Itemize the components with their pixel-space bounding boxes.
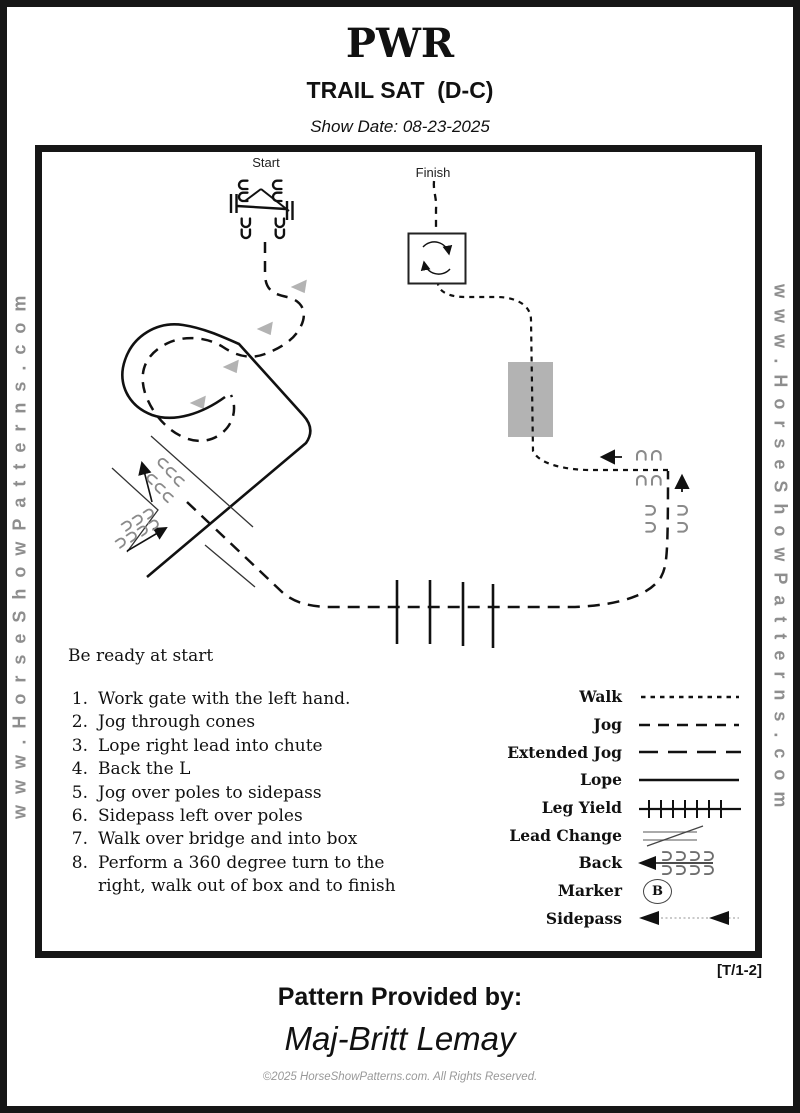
course-diagram	[35, 145, 762, 958]
extended-jog-line-icon	[635, 740, 747, 764]
marker-letter: B	[652, 883, 663, 899]
legend-row-walk: Walk	[470, 683, 750, 711]
instruction-item: 4. Back the L	[71, 759, 191, 780]
instruction-item: 8. Perform a 360 degree turn to the right, walk out of box and to finish	[71, 852, 396, 897]
back-maneuver-symbols	[116, 457, 184, 551]
jog-over-poles-path	[187, 471, 668, 607]
lope-line-icon	[635, 768, 747, 792]
show-date: Show Date: 08-23-2025	[310, 117, 490, 136]
jog-line-icon	[635, 713, 747, 737]
instruction-item: 6. Sidepass left over poles	[71, 806, 303, 827]
instruction-item: 2. Jog through cones	[71, 712, 256, 733]
legend-row-jog: Jog	[470, 711, 750, 739]
legend-row-lope: Lope	[470, 766, 750, 794]
back-l-chute	[112, 436, 255, 587]
instruction-item: 5. Jog over poles to sidepass	[71, 782, 322, 803]
copyright-text: ©2025 HorseShowPatterns.com. All Rights Reserved.	[262, 1071, 538, 1083]
instruction-item: 7. Walk over bridge and into box	[71, 829, 358, 850]
instruction-list	[68, 688, 420, 899]
instruction-item: 1. Work gate with the left hand.	[71, 689, 351, 709]
bridge-obstacle	[508, 362, 553, 437]
provided-by-label: Pattern Provided by:	[277, 983, 523, 1011]
jog-poles	[397, 580, 493, 648]
watermark-left: www.HorseShowPatterns.com	[9, 284, 30, 819]
provider-name: Maj-Britt Lemay	[284, 1020, 516, 1057]
sidepass-symbols	[602, 451, 687, 532]
walk-line-icon	[635, 685, 747, 709]
instruction-item: 3. Lope right lead into chute	[71, 735, 323, 756]
ready-text: Be ready at start	[68, 646, 214, 666]
legend-row-back: Back	[470, 849, 750, 877]
pattern-code: [T/1-2]	[717, 962, 762, 979]
marker-icon	[635, 879, 747, 903]
legend-row-marker: Marker B	[470, 877, 750, 905]
watermark-right: www.HorseShowPatterns.com	[770, 284, 791, 819]
leg-yield-icon	[635, 796, 747, 820]
start-label: Start	[252, 155, 280, 170]
class-subtitle: TRAIL SAT (D-C)	[306, 77, 494, 103]
jog-serpentine-path	[143, 242, 304, 441]
finish-label: Finish	[415, 165, 451, 180]
finish-line-path	[434, 181, 436, 233]
legend-row-leg-yield: Leg Yield	[470, 794, 750, 822]
gate-symbol	[231, 181, 293, 238]
legend-row-extended-jog: Extended Jog	[470, 738, 750, 766]
legend	[470, 683, 750, 932]
turn-box-obstacle	[409, 234, 466, 284]
back-icon	[635, 851, 747, 875]
sidepass-icon	[635, 906, 747, 930]
legend-row-lead-change: Lead Change	[470, 821, 750, 849]
lead-change-icon	[635, 823, 747, 847]
cone-markers	[189, 280, 309, 411]
lope-loop-path	[122, 324, 310, 577]
page-title: PWR	[345, 20, 455, 67]
legend-row-sidepass: Sidepass	[470, 905, 750, 933]
